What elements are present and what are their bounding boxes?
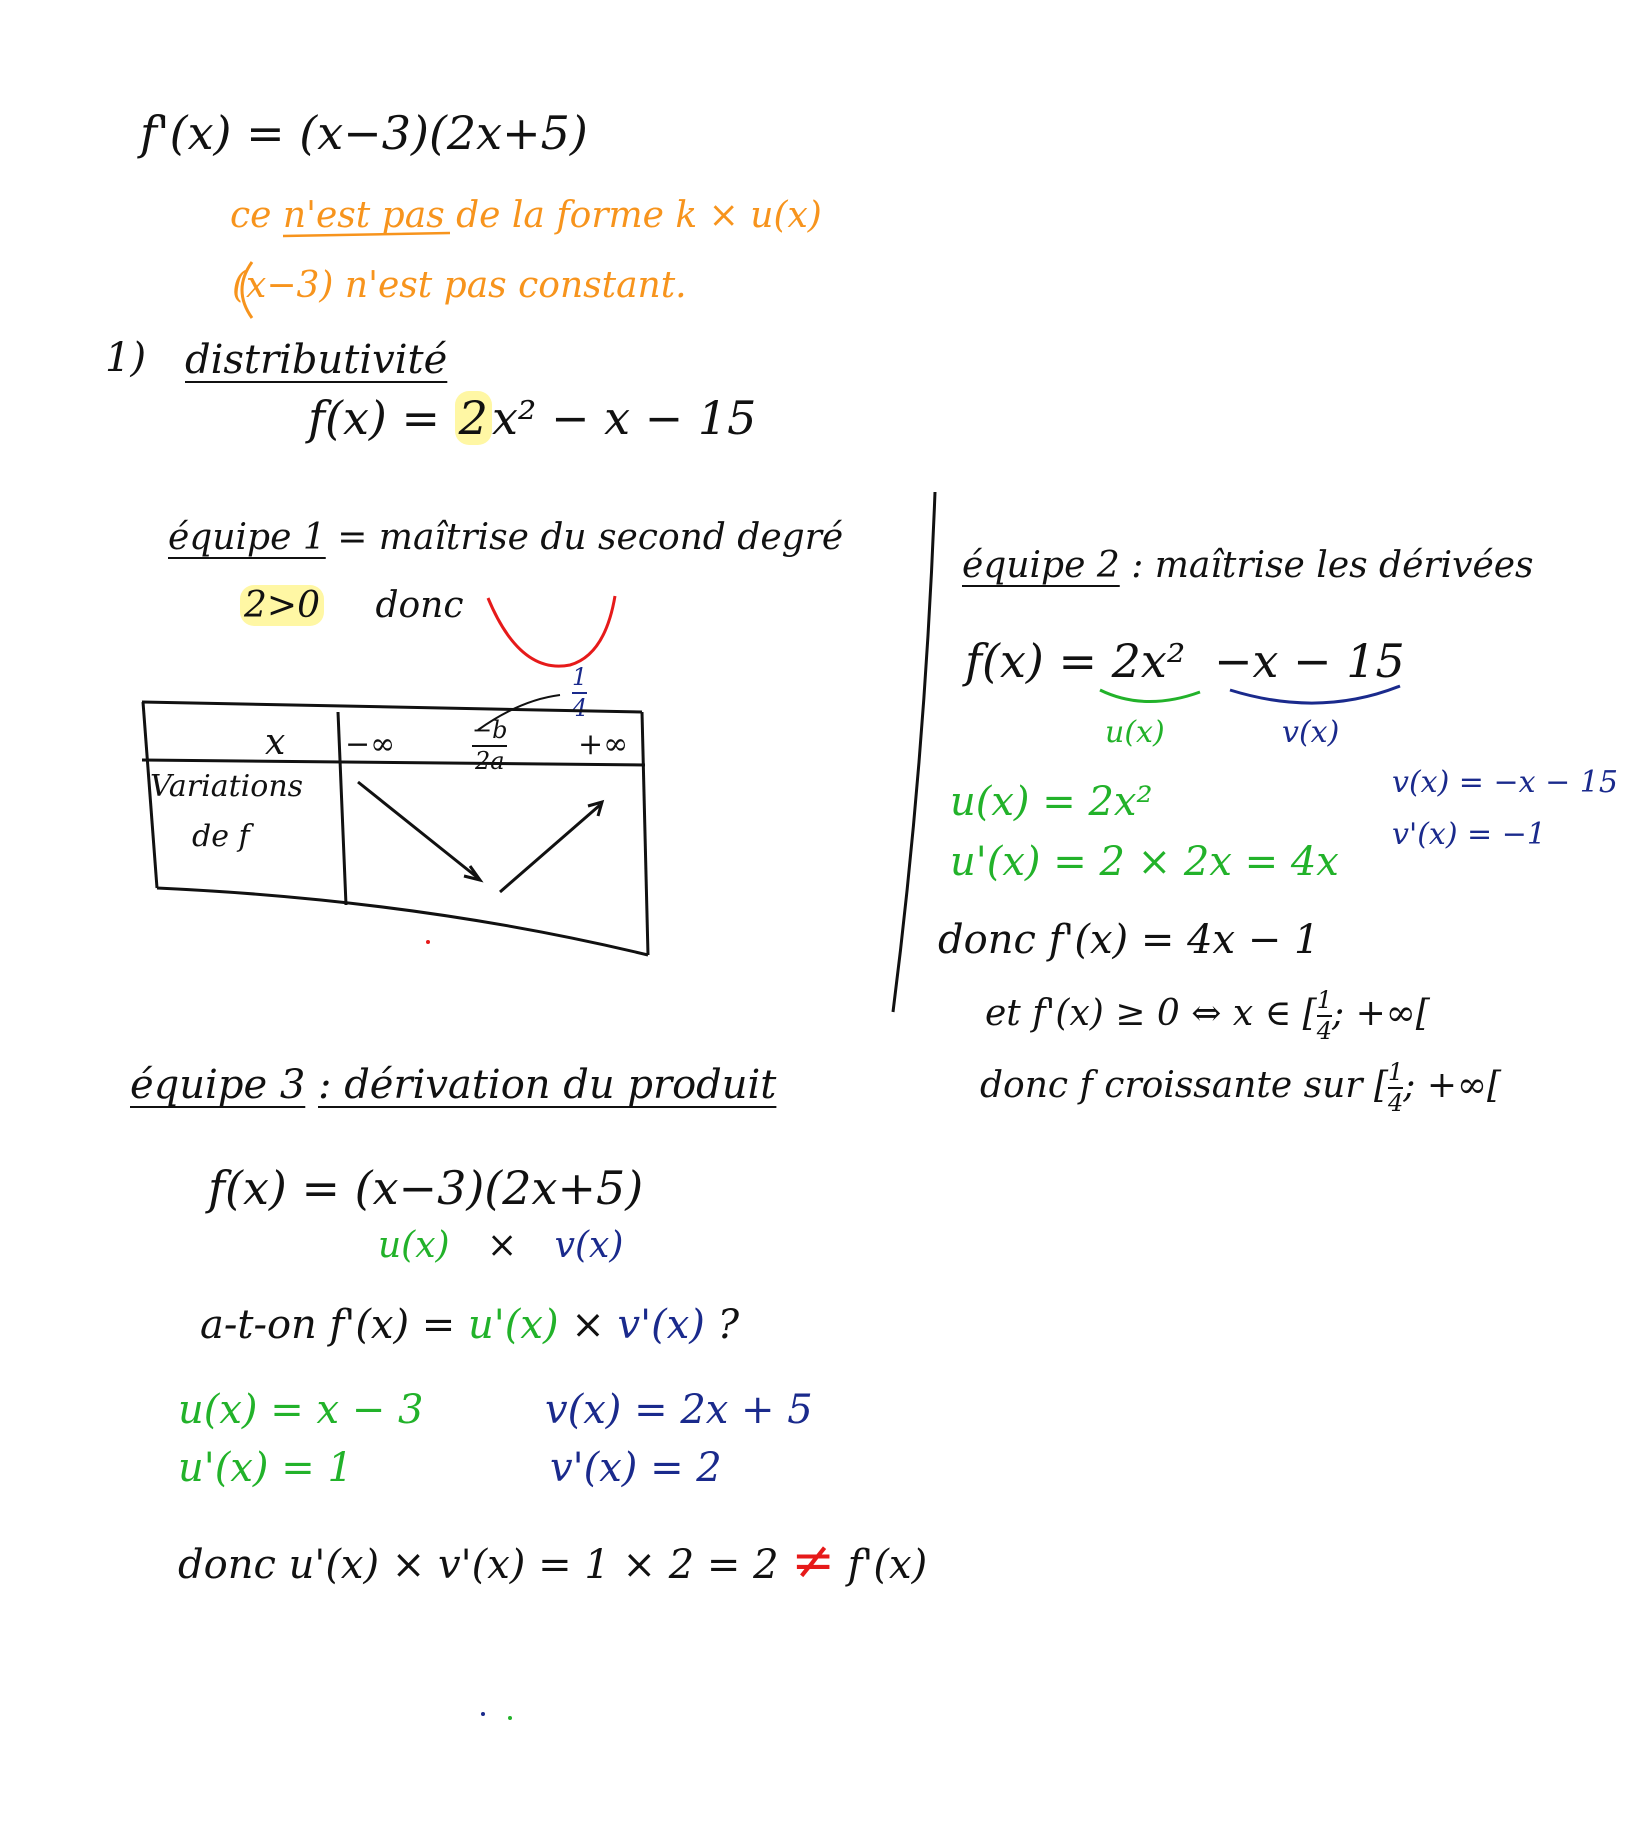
team3-question-mark: ?	[717, 1302, 740, 1348]
team1-a-positive: 2>0	[240, 585, 324, 626]
expansion-coefficient: 2	[455, 391, 492, 445]
team2-conclusion-den: 4	[1388, 1089, 1404, 1118]
team2-f-lhs: f(x) =	[965, 634, 1098, 688]
team3-title: : dérivation du produit	[318, 1062, 777, 1108]
vertex-pointer	[478, 695, 560, 730]
note-line-2: (x−3) n'est pas constant.	[232, 265, 687, 306]
team3-times: ×	[487, 1225, 518, 1266]
team1-title: = maîtrise du second degré	[337, 517, 844, 558]
stray-dot-1	[426, 940, 430, 944]
v-brace	[1230, 686, 1400, 703]
team1-vertex-num: 1	[572, 663, 588, 691]
table-bottom-border	[157, 888, 648, 955]
team2-v-prime: v'(x) = −1	[1392, 817, 1546, 852]
team2-conclusion-prefix: donc f croissante sur [	[980, 1065, 1389, 1107]
table-row-label-1: Variations	[150, 769, 304, 804]
u-brace	[1100, 690, 1200, 702]
team2-conclusion-num: 1	[1388, 1058, 1404, 1086]
team3-question-times: ×	[571, 1302, 605, 1348]
team3-question-u: u'(x)	[468, 1302, 559, 1348]
team2-condition-den: 4	[1316, 1017, 1332, 1046]
table-minus-inf: −∞	[345, 727, 396, 762]
table-vertex-num: −b	[472, 716, 508, 744]
table-vertex-den: 2a	[474, 747, 505, 776]
table-x-label: x	[265, 722, 286, 763]
table-left-border	[143, 702, 157, 888]
team3-question-v: v'(x)	[617, 1302, 705, 1348]
team3-u-under: u(x)	[378, 1225, 450, 1266]
team2-label: équipe 2	[962, 545, 1120, 586]
team1-label: équipe 1	[168, 517, 326, 558]
team2-v-def: v(x) = −x − 15	[1392, 765, 1618, 800]
table-row-label-2: de f	[192, 819, 250, 854]
team3-u-def: u(x) = x − 3	[178, 1387, 424, 1433]
team3-u-prime: u'(x) = 1	[178, 1445, 353, 1491]
team2-conclusion-suffix: ; +∞[	[1403, 1065, 1502, 1107]
vertical-divider	[893, 492, 935, 1012]
team1-donc: donc	[375, 585, 464, 626]
note-line-1: ce n'est pas de la forme k × u(x)	[230, 195, 822, 236]
parabola-sketch	[488, 596, 615, 666]
part-title: distributivité	[185, 337, 448, 383]
team3-v-prime: v'(x) = 2	[550, 1445, 722, 1491]
team2-condition-suffix: ; +∞[	[1332, 993, 1430, 1035]
team2-f-v-part: −x − 15	[1213, 634, 1405, 688]
team1-vertex-den: 4	[572, 694, 588, 723]
stray-dot-3	[508, 1716, 512, 1720]
stray-dot-2	[481, 1712, 485, 1716]
team3-v-under: v(x)	[554, 1225, 624, 1266]
team2-donc-derivative: donc f'(x) = 4x − 1	[938, 917, 1320, 963]
team2-condition-num: 1	[1316, 986, 1332, 1014]
table-middle-separator	[338, 712, 346, 905]
team3-question-prefix: a-t-on f'(x) =	[200, 1302, 456, 1348]
team2-u-brace-label: u(x)	[1105, 715, 1165, 750]
table-plus-inf: +∞	[578, 727, 629, 762]
team3-final-suffix: f'(x)	[847, 1542, 928, 1588]
team2-u-def: u(x) = 2x²	[950, 779, 1153, 825]
expansion-lhs: f(x) =	[308, 391, 455, 445]
f-prime-equation: f'(x) = (x−3)(2x+5)	[140, 106, 588, 160]
team2-u-prime: u'(x) = 2 × 2x = 4x	[950, 839, 1339, 885]
part-number: 1)	[105, 335, 147, 381]
team3-f-equation: f(x) = (x−3)(2x+5)	[208, 1161, 644, 1215]
team3-v-def: v(x) = 2x + 5	[545, 1387, 813, 1433]
team3-label: équipe 3	[130, 1062, 306, 1108]
team2-title: : maîtrise les dérivées	[1131, 545, 1534, 586]
team2-condition-prefix: et f'(x) ≥ 0 ⇔ x ∈ [	[985, 993, 1317, 1035]
team2-f-u-part: 2x²	[1111, 634, 1186, 688]
expansion-rest: x² − x − 15	[491, 391, 757, 445]
table-right-border	[642, 712, 648, 955]
table-header-separator	[142, 760, 645, 765]
orange-paren	[242, 262, 252, 318]
increasing-arrow	[500, 805, 600, 892]
team3-not-equal: ≠	[791, 1531, 835, 1591]
decreasing-arrow	[358, 782, 478, 878]
team2-v-brace-label: v(x)	[1282, 715, 1340, 750]
team3-final-prefix: donc u'(x) × v'(x) = 1 × 2 = 2	[178, 1542, 779, 1588]
orange-underline	[283, 233, 450, 236]
table-top-border	[142, 702, 642, 712]
